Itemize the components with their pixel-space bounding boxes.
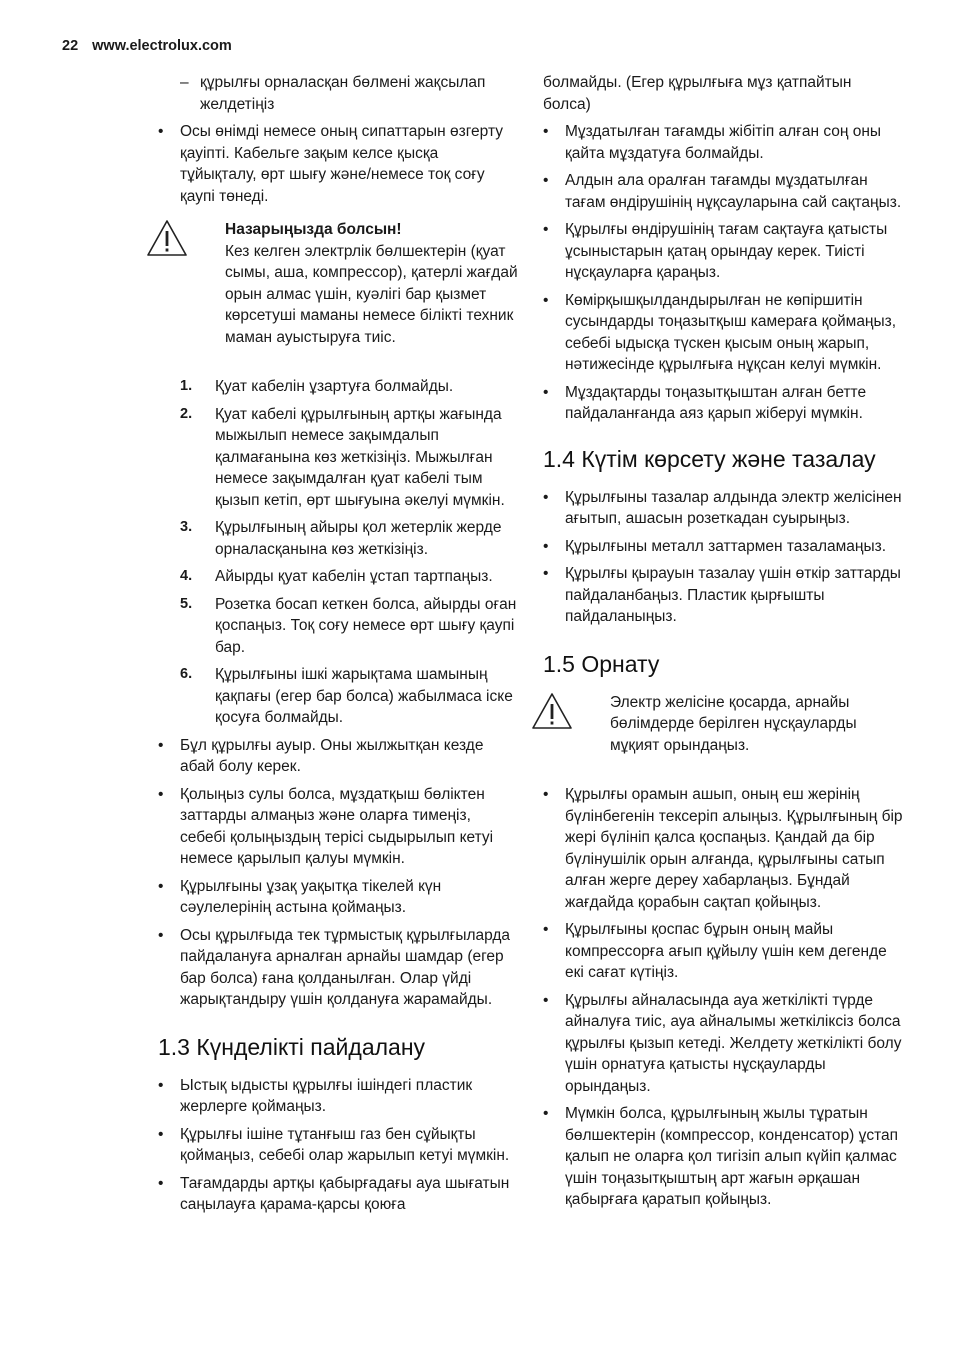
item-text: Розетка босап кеткен болса, айырды оған қоспаңыз. Тоқ соғу немесе өрт шығу қаупі бар. — [215, 595, 517, 656]
list-item — [543, 563, 903, 628]
section-number: 1.4 — [543, 445, 575, 472]
page-number: 22 — [62, 38, 79, 54]
list-item-text: Құрылғы орамын ашып, оның еш жерінің бүлінбегенін тексеріп алыңыз. Құрылғының бір жері бүлініп қалса қоспаңыз. Қандай да бір бүлінушілік орын алғанда, құрылғыны сатып алған жерге дереу хабарлаңыз. Бұндай жағдайда қорабын сақтап қойыңыз. — [565, 786, 903, 911]
item-number: 3. — [180, 519, 193, 535]
list-item-text: Көмірқышқылдандырылған не көпіршитін сусындарды тоңазытқыш камераға қоймаңыз, себебі ыдысқа түскен қысым оның жарып, нәтижесінде құрылғыға нұқсан келуі мүмкін. — [565, 291, 897, 373]
list-item — [158, 121, 518, 207]
list-item-text: Құрылғы ішіне тұтанғыш газ бен сұйықты қоймаңыз, себебі олар жарылып кетуі мүмкін. — [180, 1125, 510, 1164]
bullet-mark: • — [543, 537, 549, 555]
bullet-mark: • — [543, 291, 549, 309]
list-item — [158, 876, 518, 919]
section-number: 1.5 — [543, 650, 575, 677]
bullet-mark: • — [543, 383, 549, 401]
numbered-item — [158, 404, 518, 512]
list-item — [158, 72, 518, 115]
list-item-text: Бұл құрылғы ауыр. Оны жылжытқан кезде абай болу керек. — [180, 736, 484, 775]
bullet-mark: • — [543, 488, 549, 506]
list-item-text: Осы өнімді немесе оның сипаттарын өзгерту қауіпті. Кабельге зақым келсе қысқа тұйықталу, өрт шығу және/немесе тоқ соғу қаупі төнеді. — [180, 123, 503, 205]
bullet-mark: • — [543, 123, 549, 140]
bullet-mark: • — [158, 1125, 164, 1143]
item-text: Құрылғыны ішкі жарықтама шамының қақпағы (егер бар болса) жабылмаса іске қосуға болмайды. — [215, 666, 513, 726]
site-url: www.electrolux.com — [92, 38, 232, 54]
dash-mark: – — [180, 74, 189, 91]
list-item-text: Құрылғыны металл заттармен тазаламаңыз. — [565, 537, 887, 555]
item-number: 4. — [180, 568, 193, 584]
bullet-mark: • — [158, 926, 164, 944]
list-item-text: Қолыңыз сулы болса, мұздатқыш бөліктен заттарды алмаңыз және оларға тимеңіз, себебі қолыңыздың терісі сыдырылып кетуі немесе қарылып қалуы мүмкін. — [180, 785, 494, 867]
section-title: Күтім көрсету және тазалау — [581, 445, 876, 472]
list-item-text: құрылғы орналасқан бөлмені жақсылап желдетіңіз — [200, 74, 486, 113]
bullet-mark: • — [543, 221, 549, 238]
list-item — [543, 536, 903, 558]
item-number: 5. — [180, 595, 193, 612]
bullet-mark: • — [158, 785, 164, 803]
section-number: 1.3 — [158, 1033, 190, 1060]
continued-text: болмайды. (Егер құрылғыға мұз қатпайтын болса) — [543, 74, 852, 113]
list-item — [543, 121, 903, 164]
item-text: Құрылғының айыры қол жетерлік жерде орналасқанына көз жеткізіңіз. — [215, 519, 502, 558]
warning-triangle-icon — [146, 219, 188, 257]
numbered-item — [158, 566, 518, 588]
list-item-text: Осы құрылғыда тек тұрмыстық құрылғыларда пайдалануға арналған арнайы шамдар (егер бар болса) ғана қолданылған. Олар үйді жарықтандыру үшін қолдануға жарамайды. — [180, 926, 511, 1008]
list-item-text: Құрылғы өндірушінің тағам сақтауға қатысты ұсыныстарын қатаң орындау керек. Тиісті нұсқауларға қараңыз. — [565, 221, 888, 281]
bullet-mark: • — [543, 172, 549, 189]
warning-title: Назарыңызда болсын! — [225, 221, 402, 238]
item-text: Қуат кабелін ұзартуға болмайды. — [215, 378, 454, 395]
list-item-text: Құрылғыны қоспас бұрын оның майы компрессорға ағып құйылу үшін кем дегенде екі сағат күтіңіз. — [565, 921, 887, 981]
list-item-text: Тағамдарды артқы қабырғадағы ауа шығатын саңылауға қарама-қарсы қоюға — [180, 1174, 510, 1213]
list-item-text: Құрылғыны ұзақ уақытқа тікелей күн сәулелерінің астына қоймаңыз. — [180, 877, 442, 916]
numbered-item — [158, 376, 518, 398]
warning-box — [158, 219, 518, 348]
list-item — [158, 1173, 518, 1216]
bullet-mark: • — [543, 565, 549, 582]
list-item-text: Құрылғыны тазалар алдында электр желісінен ағытып, ашасын розеткадан суырыңыз. — [565, 488, 902, 527]
item-number: 1. — [180, 378, 193, 394]
bullet-mark: • — [158, 123, 164, 140]
list-item — [543, 919, 903, 984]
section-title: Күнделікті пайдалану — [196, 1033, 426, 1060]
list-item — [543, 219, 903, 284]
list-item-text: Мүмкін болса, құрылғының жылы тұратын бөлшектерін (компрессор, конденсатор) ұстап қалып не оларға қол тигізіп алып күйіп қалмас үшін тоңазытқыштың арт жағын әрқашан қабырғаға қаратып қойыңыз. — [565, 1105, 899, 1208]
list-item — [158, 1124, 518, 1167]
section-heading — [158, 1033, 518, 1061]
list-item-text: Мұздатылған тағамды жібітіп алған соң оны қайта мұздатуға болмайды. — [565, 123, 882, 162]
section-heading — [543, 650, 903, 678]
item-number: 2. — [180, 405, 193, 422]
list-item — [543, 1103, 903, 1211]
warning-box — [543, 692, 903, 757]
list-item — [543, 170, 903, 213]
section-title: Орнату — [581, 650, 660, 677]
list-item-text: Құрылғы айналасында ауа жеткілікті түрде айналуға тиіс, ауа айналымы жеткіліксіз болса құрылғы қызып кетеді. Желдету жеткілікті болу үшін орнатуға қатысты нұсқауларды орындаңыз. — [565, 991, 902, 1095]
item-text: Айырды қуат кабелін ұстап тартпаңыз. — [215, 568, 493, 585]
bullet-mark: • — [543, 991, 549, 1009]
list-item-text: Құрылғы қырауын тазалау үшін өткір заттарды пайдаланбаңыз. Пластик қырғышты пайдаланыңыз. — [565, 565, 901, 625]
list-item-text: Мұздақтарды тоңазытқыштан алған бетте пайдаланғанда аяз қарып жіберуі мүмкін. — [565, 383, 867, 422]
bullet-mark: • — [158, 1174, 164, 1192]
list-item — [543, 487, 903, 530]
list-item — [543, 382, 903, 425]
section-heading — [543, 445, 903, 473]
page-header — [62, 38, 246, 54]
bullet-mark: • — [158, 736, 164, 754]
list-item-text: Ыстық ыдысты құрылғы ішіндегі пластик жерлерге қоймаңыз. — [180, 1076, 473, 1115]
bullet-mark: • — [543, 1105, 549, 1122]
list-item — [158, 925, 518, 1011]
warning-text: Кез келген электрлік бөлшектерін (қуат сымы, аша, компрессор), қатерлі жағдай орын алмас үшін, куәлігі бар қызмет көрсетуші маманы немесе білікті техник маман ауыстыруға тиіс. — [225, 242, 518, 346]
list-item-text: Алдын ала оралған тағамды мұздатылған тағам өндірушінің нұқсауларына сай сақтаңыз. — [565, 172, 902, 211]
warning-text: Электр желісіне қосарда, арнайы бөлімдерде берілген нұсқауларды мұқият орындаңыз. — [610, 693, 857, 754]
numbered-item — [158, 594, 518, 659]
numbered-item — [158, 664, 518, 729]
list-item — [158, 784, 518, 870]
bullet-mark: • — [158, 877, 164, 895]
list-item — [543, 784, 903, 913]
bullet-mark: • — [543, 921, 549, 938]
bullet-mark: • — [543, 786, 549, 803]
list-item — [158, 1075, 518, 1118]
numbered-list — [158, 376, 518, 729]
list-item — [158, 735, 518, 778]
numbered-item — [158, 517, 518, 560]
list-item — [543, 990, 903, 1098]
bullet-mark: • — [158, 1076, 164, 1094]
warning-triangle-icon — [531, 692, 573, 730]
left-column — [158, 72, 518, 1222]
right-column — [543, 72, 903, 1217]
item-text: Қуат кабелі құрылғының артқы жағында мыжылып немесе зақымдалып қалмағанына көз жеткізіңіз. Мыжылған немесе зақымдалған қуат кабелі тым қызып кетіп, өрт шығуына әкелуі мүмкін. — [215, 405, 505, 509]
item-number: 6. — [180, 666, 193, 682]
list-item — [543, 290, 903, 376]
